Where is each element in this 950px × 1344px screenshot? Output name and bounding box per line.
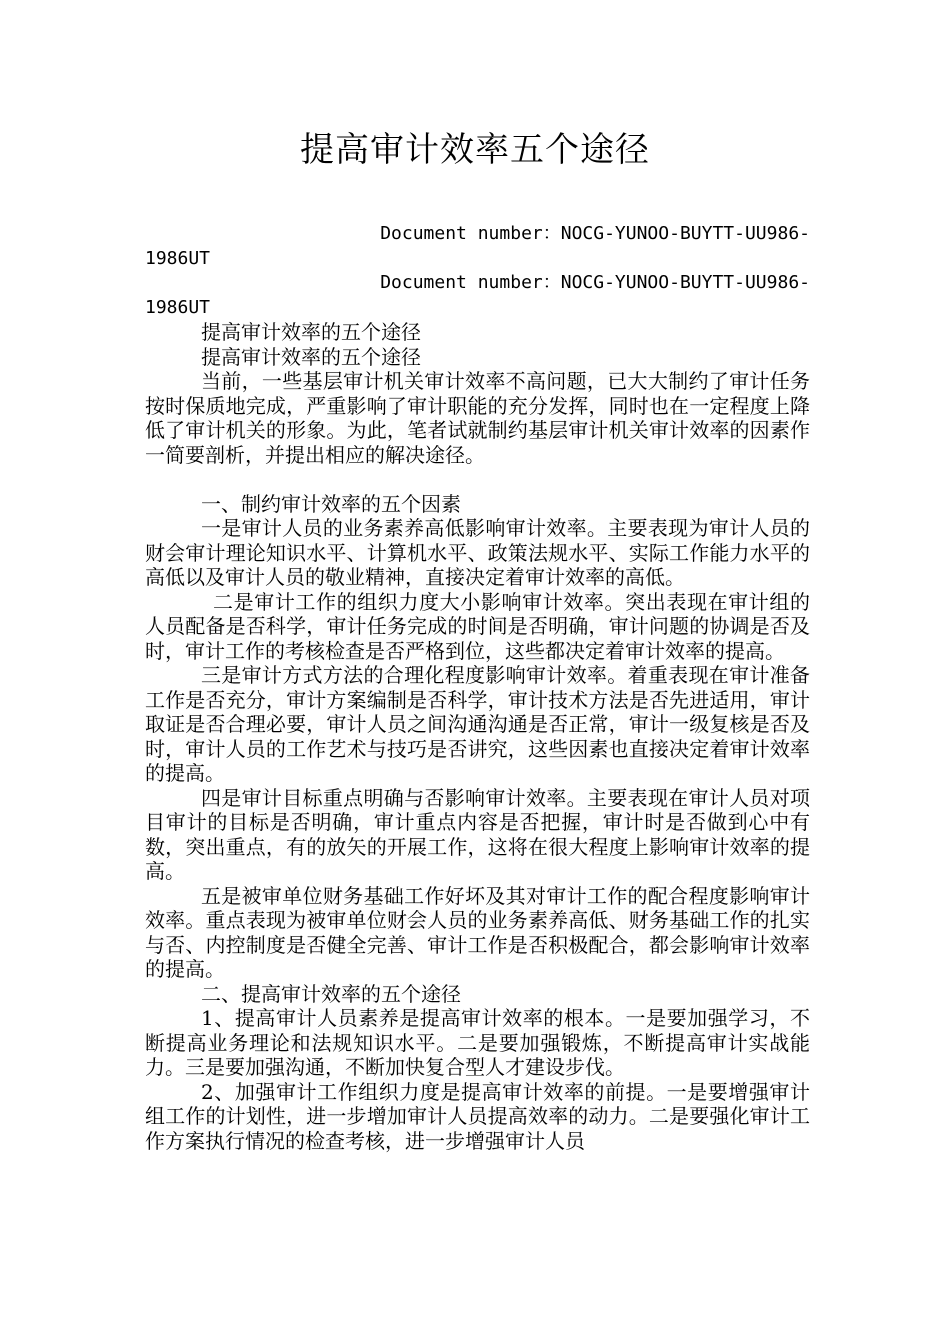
- document-number-line-1-tail: 1986UT: [145, 247, 211, 269]
- factor-paragraph-1: 一是审计人员的业务素养高低影响审计效率。主要表现为审计人员的财会审计理论知识水平、计算机水平、政策法规水平、实际工作能力水平的高低以及审计人员的敬业精神，直接决定着审计效率的高低。: [145, 516, 810, 589]
- subtitle-line-1: 提高审计效率的五个途径: [201, 320, 421, 344]
- section-heading-2: 二、提高审计效率的五个途径: [201, 981, 461, 1006]
- subtitle-line-2: 提高审计效率的五个途径: [201, 344, 421, 369]
- section-heading-1: 一、制约审计效率的五个因素: [201, 491, 461, 516]
- factor-paragraph-2: 二是审计工作的组织力度大小影响审计效率。突出表现在审计组的人员配备是否科学，审计任务完成的时间是否明确，审计问题的协调是否及时，审计工作的考核检查是否严格到位，这些都决定着审计效率的提高。: [145, 589, 810, 663]
- approach-paragraph-1: 1、提高审计人员素养是提高审计效率的根本。一是要加强学习，不断提高业务理论和法规知识水平。二是要加强锻炼，不断提高审计实战能力。三是要加强沟通，不断加快复合型人才建设步伐。: [145, 1006, 810, 1079]
- document-body: [145, 222, 810, 1153]
- document-number-line-2: Document number：NOCG-YUNOO-BUYTT-UU986-: [380, 272, 810, 293]
- factor-paragraph-4: 四是审计目标重点明确与否影响审计效率。主要表现在审计人员对项目审计的目标是否明确，审计重点内容是否把握，审计时是否做到心中有数，突出重点，有的放矢的开展工作，这将在很大程度上影响审计效率的提高。: [145, 785, 810, 883]
- factor-paragraph-5: 五是被审单位财务基础工作好坏及其对审计工作的配合程度影响审计效率。重点表现为被审单位财会人员的业务素养高低、财务基础工作的扎实与否、内控制度是否健全完善、审计工作是否积极配合，都会影响审计效率的提高。: [145, 883, 810, 981]
- document-number-line-2-tail: 1986UT: [145, 296, 211, 318]
- document-number-line-1: Document number：NOCG-YUNOO-BUYTT-UU986-: [380, 223, 810, 244]
- document-title: 提高审计效率五个途径: [300, 130, 650, 170]
- approach-paragraph-2: 2、加强审计工作组织力度是提高审计效率的前提。一是要增强审计组工作的计划性，进一步增加审计人员提高效率的动力。二是要强化审计工作方案执行情况的检查考核，进一步增强审计人员: [145, 1079, 810, 1153]
- paragraph-spacer: [145, 467, 810, 492]
- intro-paragraph: 当前，一些基层审计机关审计效率不高问题，已大大制约了审计任务按时保质地完成，严重影响了审计职能的充分发挥，同时也在一定程度上降低了审计机关的形象。为此，笔者试就制约基层审计机关审计效率的因素作一简要剖析，并提出相应的解决途径。: [145, 369, 810, 467]
- factor-paragraph-3: 三是审计方式方法的合理化程度影响审计效率。着重表现在审计准备工作是否充分，审计方案编制是否科学，审计技术方法是否先进适用，审计取证是否合理必要，审计人员之间沟通沟通是否正常，审计一级复核是否及时，审计人员的工作艺术与技巧是否讲究，这些因素也直接决定着审计效率的提高。: [145, 663, 810, 785]
